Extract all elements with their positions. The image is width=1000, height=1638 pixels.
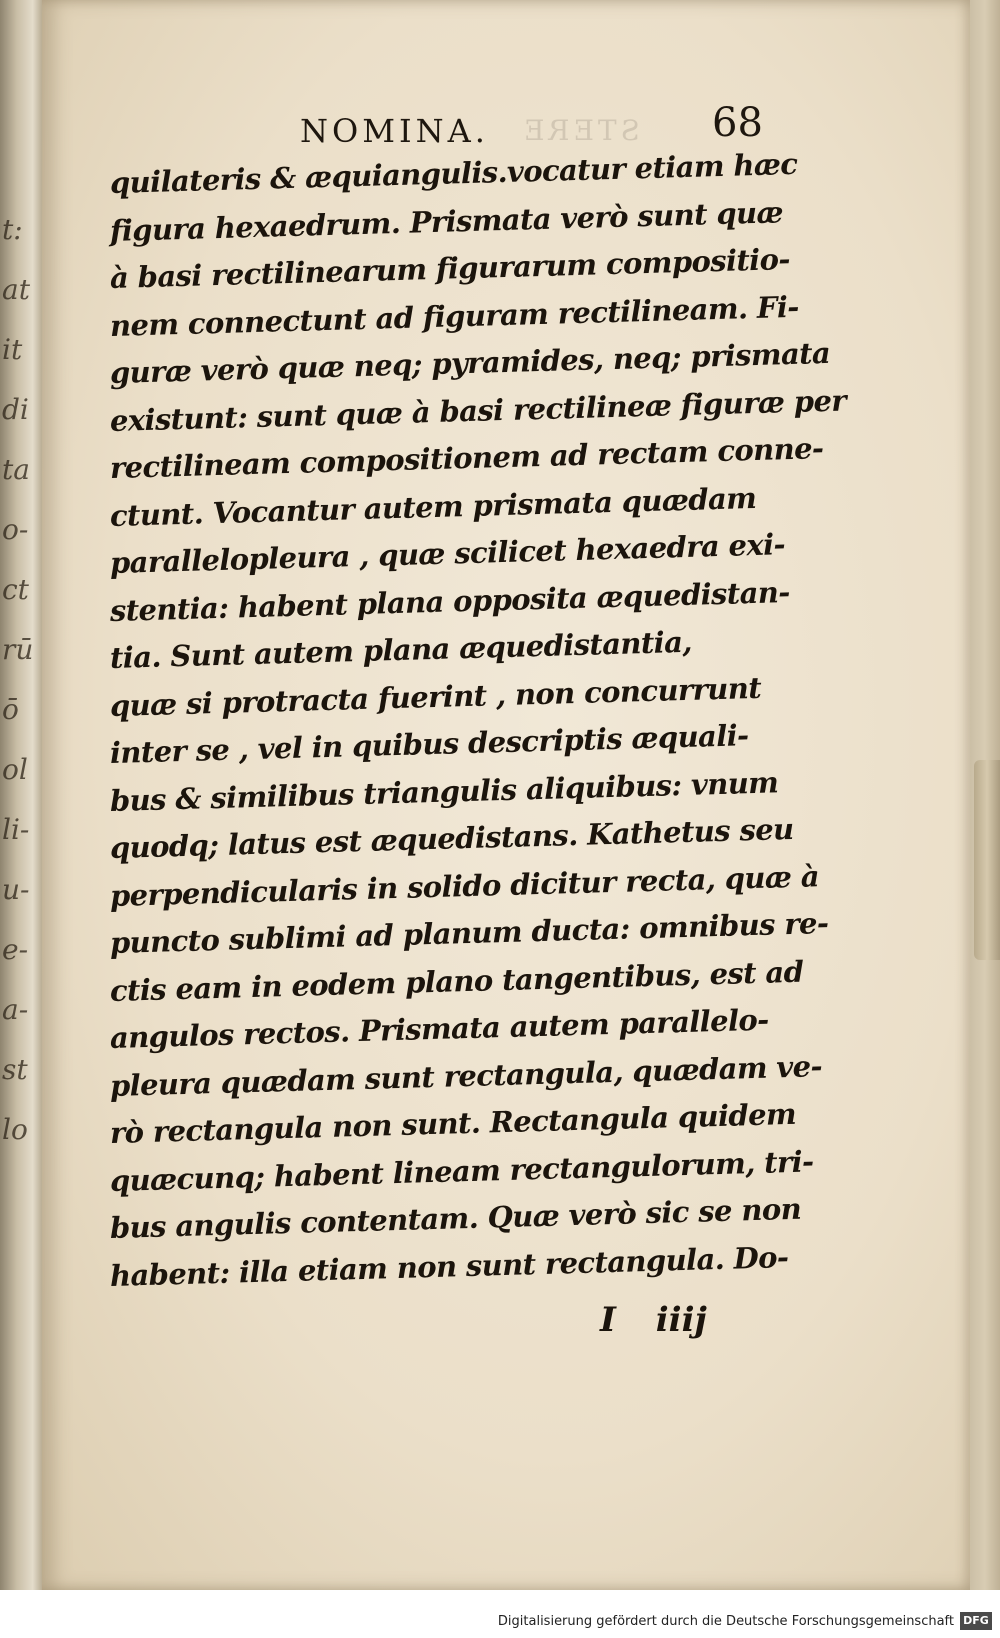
show-through-text: STERE — [520, 114, 640, 147]
dfg-logo-icon: DFG — [960, 1612, 992, 1630]
text-line: quæcunq; habent lineam rectangulorum, tri- — [109, 1143, 814, 1198]
text-line: quodq; latus est æquedistans. Kathetus seu — [109, 811, 794, 865]
signature-mark: I iiij — [600, 1300, 707, 1340]
text-line: quæ si protracta fuerint , non concurrunt — [109, 670, 762, 723]
text-line: bus angulis contentam. Quæ verò sic se non — [109, 1191, 802, 1245]
text-line: perpendicularis in solido dicitur recta, quæ à — [109, 858, 820, 913]
text-line: stentia: habent plana opposita æquedistan- — [109, 574, 791, 628]
text-line: angulos rectos. Prismata autem parallelo- — [109, 1002, 769, 1055]
text-line: parallelopleura , quæ scilicet hexaedra exi- — [109, 527, 786, 580]
page-number: 68 — [712, 100, 763, 146]
text-line: tia. Sunt autem plana æquedistantia, — [109, 624, 693, 675]
text-line: rectilineam compositionem ad rectam conne- — [109, 431, 824, 485]
text-line: bus & similibus triangulis aliquibus: vnum — [109, 764, 779, 818]
text-line: figura hexaedrum. Prismata verò sunt quæ — [109, 194, 784, 248]
text-line: habent: illa etiam non sunt rectangula. Do- — [109, 1239, 789, 1293]
text-line: existunt: sunt quæ à basi rectilineæ figuræ per — [109, 382, 847, 438]
text-line: à basi rectilinearum figurarum compositio- — [109, 242, 791, 295]
previous-page-edge — [0, 0, 42, 1590]
body-text — [109, 146, 847, 1300]
text-line: rò rectangula non sunt. Rectangula quidem — [109, 1096, 797, 1150]
text-line: ctis eam in eodem plano tangentibus, est ad — [109, 954, 804, 1008]
text-line: quilateris & æquiangulis.vocatur etiam hæc — [109, 146, 798, 200]
text-line: guræ verò quæ neq; pyramides, neq; prismata — [109, 335, 831, 390]
text-line: puncto sublimi ad planum ducta: omnibus re- — [109, 905, 829, 960]
text-line: inter se , vel in quibus descriptis æquali- — [109, 718, 749, 770]
digitization-credit: Digitalisierung gefördert durch die Deutsche Forschungsgemeinschaft — [497, 1614, 954, 1629]
binding-clasp — [974, 760, 1000, 960]
running-head: NOMINA. — [300, 112, 489, 150]
text-line: ctunt. Vocantur autem prismata quædam — [109, 480, 757, 533]
text-line: pleura quædam sunt rectangula, quædam ve- — [109, 1048, 823, 1103]
previous-page-bleed-marks: t: at it di ta o- ct rū ō ol li- u- e- a- st lo — [2, 213, 34, 1146]
text-line: nem connectunt ad figuram rectilineam. Fi- — [109, 289, 800, 343]
